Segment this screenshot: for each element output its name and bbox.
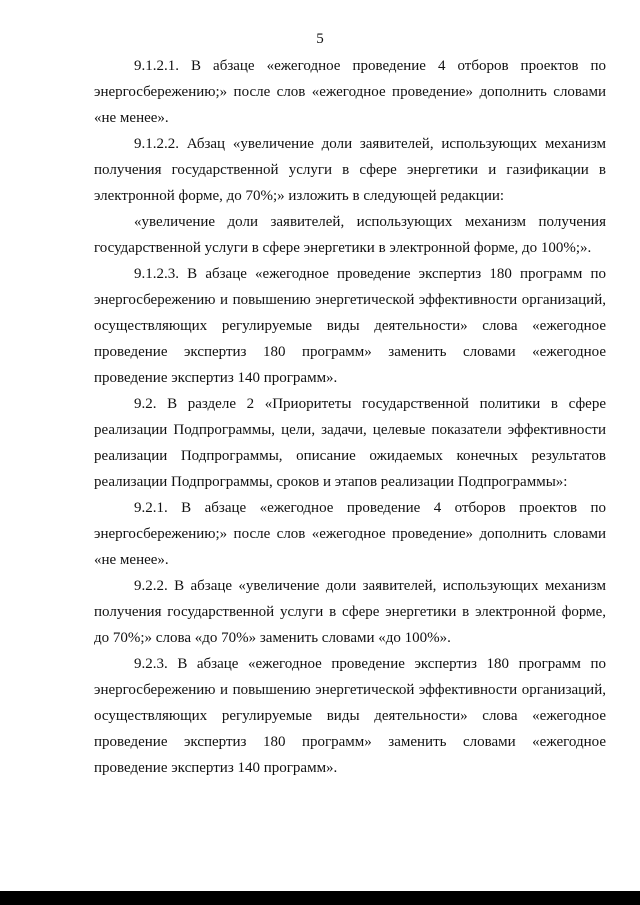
paragraph-9-1-2-1: 9.1.2.1. В абзаце «ежегодное проведение 4 отборов проектов по энергосбережению;» после слов «ежегодное проведение» дополнить словами «не менее».	[94, 58, 606, 126]
paragraph-9-1-2-2: 9.1.2.2. Абзац «увеличение доли заявителей, использующих механизм получения государственной услуги в сфере энергетики и газификации в электронной форме, до 70%;» изложить в следующей редакции:	[94, 136, 606, 204]
scan-bottom-border	[0, 891, 640, 905]
paragraph-9-2: 9.2. В разделе 2 «Приоритеты государственной политики в сфере реализации Подпрограммы, цели, задачи, целевые показатели эффективности реализации Подпрограммы, описание ожидаемых конечных результатов реализации Подпрограммы, сроков и этапов реализации Подпрограммы»:	[94, 396, 606, 490]
paragraph-9-1-2-3: 9.1.2.3. В абзаце «ежегодное проведение экспертиз 180 программ по энергосбережению и повышению энергетической эффективности организаций, осуществляющих регулируемые виды деятельности» слова «ежегодное проведение экспертиз 180 программ» заменить словами «ежегодное проведение экспертиз 140 программ».	[94, 266, 606, 386]
paragraph-9-2-1: 9.2.1. В абзаце «ежегодное проведение 4 отборов проектов по энергосбережению;» после слов «ежегодное проведение» дополнить словами «не менее».	[94, 500, 606, 568]
page-number: 5	[316, 31, 324, 47]
paragraph-9-2-2: 9.2.2. В абзаце «увеличение доли заявителей, использующих механизм получения государственной услуги в сфере энергетики в электронной форме, до 70%;» слова «до 70%» заменить словами «до 100%».	[94, 578, 606, 646]
paragraph-9-2-3: 9.2.3. В абзаце «ежегодное проведение экспертиз 180 программ по энергосбережению и повышению энергетической эффективности организаций, осуществляющих регулируемые виды деятельности» слова «ежегодное проведение экспертиз 180 программ» заменить словами «ежегодное проведение экспертиз 140 программ».	[94, 656, 606, 776]
paragraph-quoted-edit: «увеличение доли заявителей, использующих механизм получения государственной услуги в сфере энергетики в электронной форме, до 100%;».	[94, 214, 606, 256]
